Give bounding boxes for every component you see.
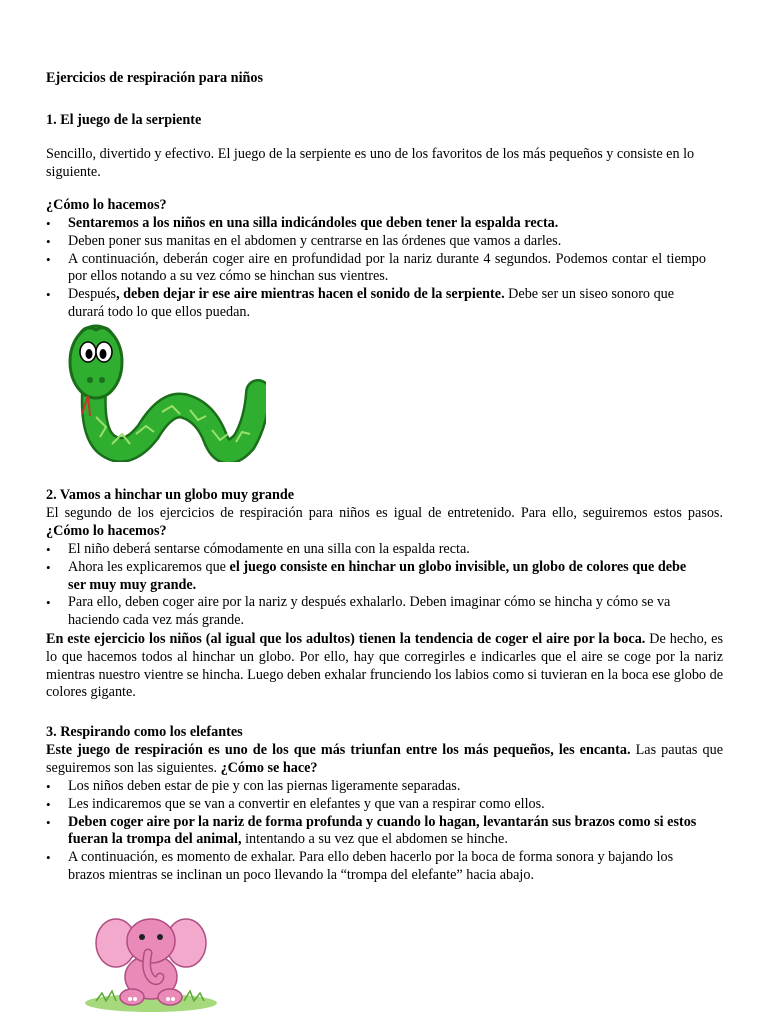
list-item: • Sentaremos a los niños en una silla indicándoles que deben tener la espalda recta. [46, 215, 706, 233]
list-item: • A continuación, es momento de exhalar. Para ello deben hacerlo por la boca de forma sonora y bajando los brazos mientras se inclinan un poco llevando la “trompa del elefante” hacia abajo. [46, 849, 706, 885]
document-title: Ejercicios de respiración para niños [46, 70, 264, 86]
section-3-intro: Este juego de respiración es uno de los que más triunfan entre los más pequeños, les encanta. Las pautas que seguiremos son las siguientes. ¿Cómo se hace? [46, 742, 724, 776]
list-item: • Deben coger aire por la nariz de forma profunda y cuando lo hagan, levantarán sus brazos como si estos fueran la trompa del animal, intentando a su vez que el abdomen se hinche. [46, 814, 706, 850]
section-2-paragraph: En este ejercicio los niños (al igual que los adultos) tienen la tendencia de coger el aire por la boca. De hecho, es lo que hacemos todos al hinchar un globo. Por ello, hay que corregirles e indicarles que el aire se coge por la nariz mientras nuestro vientre se hincha. Luego deben exhalar frunciendo los labios como si tuvieran en la boca ese globo de colores gigante. [46, 631, 723, 701]
section-2-list [46, 541, 706, 630]
list-item: • Les indicaremos que se van a convertir en elefantes y que van a respirar como ellos. [46, 796, 706, 814]
section-3-heading: 3. Respirando como los elefantes [46, 724, 243, 740]
list-item: • A continuación, deberán coger aire en profundidad por la nariz durante 4 segundos. Podemos contar el tiempo por ellos notando a su vez cómo se hinchan sus vientres. [46, 251, 706, 287]
section-1-heading: 1. El juego de la serpiente [46, 112, 202, 128]
section-1-list [46, 215, 706, 322]
snake-illustration [66, 322, 266, 462]
list-item: • El niño deberá sentarse cómodamente en una silla con la espalda recta. [46, 541, 706, 559]
section-3-list [46, 778, 706, 885]
section-1-subheading: ¿Cómo lo hacemos? [46, 197, 167, 213]
list-item: • Ahora les explicaremos que el juego consiste en hinchar un globo invisible, un globo de colores que debe ser muy muy grande. [46, 559, 706, 595]
list-item: • Después, deben dejar ir ese aire mientras hacen el sonido de la serpiente. Debe ser un siseo sonoro que durará todo lo que ellos puedan. [46, 286, 706, 322]
section-2-heading: 2. Vamos a hinchar un globo muy grande [46, 487, 295, 503]
list-item: • Para ello, deben coger aire por la nariz y después exhalarlo. Deben imaginar cómo se hincha y cómo se va haciendo cada vez más grande. [46, 594, 688, 630]
elephant-illustration [76, 905, 226, 1015]
section-2-intro: El segundo de los ejercicios de respiración para niños es igual de entretenido. Para ello, seguiremos estos pasos. ¿Cómo lo hacemos? [46, 505, 723, 539]
list-item: • Deben poner sus manitas en el abdomen y centrarse en las órdenes que vamos a darles. [46, 233, 706, 251]
section-1-intro: Sencillo, divertido y efectivo. El juego de la serpiente es uno de los favoritos de los más pequeños y consiste en lo siguiente. [46, 146, 695, 180]
list-item: • Los niños deben estar de pie y con las piernas ligeramente separadas. [46, 778, 706, 796]
